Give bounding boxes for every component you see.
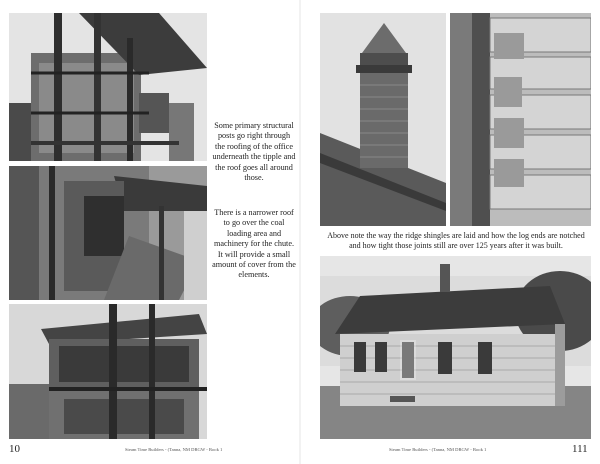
left-caption-1: Some primary structural posts go right through the roofing of the office underneath the tipple and the roof goes all around those. — [212, 121, 296, 183]
log-corner-photo — [450, 13, 591, 226]
left-page-number: 10 — [9, 443, 20, 455]
right-footer: Steam Time Builders - (Tanna, NM DRGW - Book 1 — [389, 447, 487, 452]
right-caption: Above note the way the ridge shingles are laid and how the log ends are notched and how tight those joints still are over 125 years after it was built. — [327, 231, 585, 250]
chimney-photo — [320, 13, 446, 226]
page-gutter — [299, 0, 301, 464]
tipple-bottom-photo — [9, 304, 207, 439]
tipple-middle-photo — [9, 166, 207, 300]
right-page-number: 111 — [572, 443, 588, 455]
left-footer: Steam Time Builders - (Tanna, NM DRGW - Book 1 — [125, 447, 223, 452]
left-caption-2: There is a narrower roof to go over the coal loading area and machinery for the chute. It will provide a small amount of cover from the elements. — [212, 208, 296, 280]
tipple-top-photo — [9, 13, 207, 161]
house-photo — [320, 256, 591, 439]
